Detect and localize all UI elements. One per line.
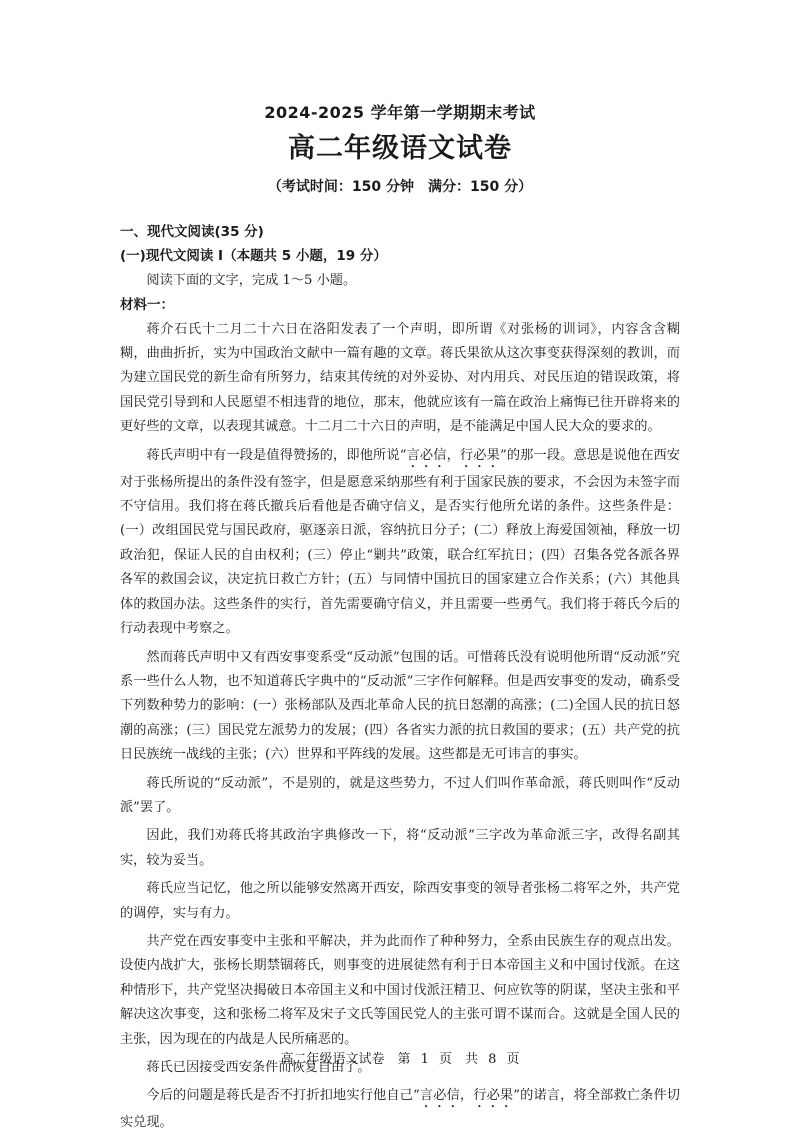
paragraph-text: ”的那一段。意思是说他在西安对于张杨所提出的条件没有签字，但是愿意采纳那些有利于国家民族的要求，不会因为未签字而不守信用。我们将在蒋氏撤兵后看他是否确守信义，是否实行他所允诺的条件。这些条件是：(一）改组国民党与国民政府，驱逐亲日派，容纳抗日分子；(二）释放上海爱国领袖，释放一切政治犯，保证人民的自由权利；(三）停止“剿共”政策，联合红军抗日；(四）召集各党各派各界各军的救国会议，决定抗日救亡方针；(五）与同情中国抗日的国家建立合作关系；(六）其他具体的救国办法。这些条件的实行，首先需要确守信义，并且需要一些勇气。我们将于蒋氏今后的行动表现中考察之。 (120, 447, 680, 637)
page-footer: 高二年级语文试卷 第 1 页 共 8 页 (280, 1052, 520, 1067)
passage-paragraph-6: 蒋氏应当记忆，他之所以能够安然离开西安，除西安事变的领导者张杨二将军之外，共产党的调停，实与有力。 (120, 881, 680, 921)
section-subheading: (一)现代文阅读 I（本题共 5 小题，19 分） (120, 248, 387, 265)
exam-info: （考试时间：150 分钟 满分：150 分） (267, 179, 533, 195)
passage-paragraph-1: 蒋介石氏十二月二十六日在洛阳发表了一个声明，即所谓《对张杨的训词》，内容含含糊糊，曲曲折折，实为中国政治文献中一篇有趣的文章。蒋氏果欲从这次事变获得深刻的教训，而为建立国民党的新生命有所努力，结束其传统的对外妥协、对内用兵、对民压迫的错误政策，将国民党引导到和人民愿望不相违背的地位，那末，他就应该有一篇在政治上痛悔已往开辟将来的更好些的文章，以表现其诚意。十二月二十六日的声明，是不能满足中国人民大众的要求的。 (120, 321, 680, 435)
passage-paragraph-4: 蒋氏所说的“反动派”，不是别的，就是这些势力，不过人们叫作革命派，蒋氏则叫作“反动派”罢了。 (120, 775, 680, 815)
paragraph-text: 蒋氏声明中有一段是值得赞扬的，即他所说“ (146, 447, 407, 463)
paragraph-text: 今后的问题是蒋氏是否不打折扣地实行他自己“ (146, 1088, 420, 1104)
emphasized-quote: 言必信，行必果 (419, 1088, 514, 1104)
exam-title: 高二年级语文试卷 (288, 133, 512, 164)
section-heading: 一、现代文阅读(35 分) (120, 224, 264, 240)
material-label: 材料一： (120, 297, 174, 314)
exam-content (120, 220, 680, 1140)
exam-year-heading: 2024-2025 学年第一学期期末考试 (264, 103, 536, 122)
passage-paragraph-9 (120, 1084, 680, 1135)
reading-instruction: 阅读下面的文字，完成 1～5 小题。 (146, 272, 357, 288)
passage-paragraph-8: 蒋氏已因接受西安条件而恢复自由了。 (146, 1060, 371, 1075)
paragraph-text: ”的诺言，将全部救亡条件切实兑现。 (120, 1088, 680, 1131)
passage-paragraph-2 (120, 444, 680, 642)
emphasized-quote: 言必信，行必果 (406, 447, 500, 463)
passage-paragraph-7: 共产党在西安事变中主张和平解决，并为此而作了种种努力，全系由民族生存的观点出发。设使内战扩大，张杨长期禁锢蒋氏，则事变的进展徒然有利于日本帝国主义和中国讨伐派。在这种情形下，共产党坚决揭破日本帝国主义和中国讨伐派汪精卫、何应钦等的阴谋，坚决主张和平解决这次事变，这和张杨二将军及宋子文氏等国民党人的主张可谓不谋而合。这就是全国人民的主张，因为现在的内战是人民所痛恶的。 (120, 933, 680, 1047)
passage-paragraph-3: 然而蒋氏声明中又有西安事变系受“反动派”包围的话。可惜蒋氏没有说明他所谓“反动派”究系一些什么人物，也不知道蒋氏字典中的“反动派”三字作何解释。但是西安事变的发动，确系受下列数种势力的影响：(一）张杨部队及西北革命人民的抗日怒潮的高涨；(二)全国人民的抗日怒潮的高涨；(三）国民党左派势力的发展；(四）各省实力派的抗日救国的要求；(五）共产党的抗日民族统一战线的主张；(六）世界和平阵线的发展。这些都是无可讳言的事实。 (120, 649, 680, 763)
passage-paragraph-5: 因此，我们劝蒋氏将其政治字典修改一下，将“反动派”三字改为革命派三字，改得名副其实，较为妥当。 (120, 828, 680, 868)
